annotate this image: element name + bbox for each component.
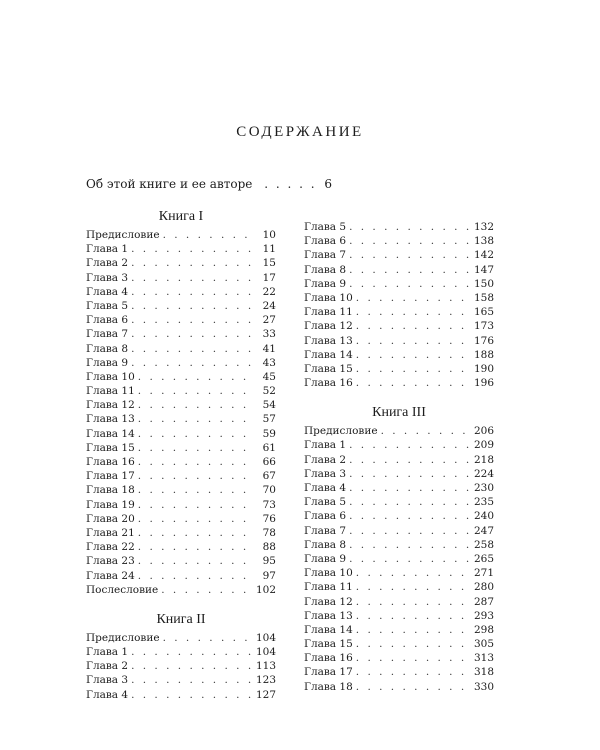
leader-dots [349,495,471,509]
book-1-entries [86,228,276,597]
toc-entry-page: 318 [473,666,494,679]
section-spacer [304,390,494,402]
toc-entry[interactable] [304,680,494,694]
toc-entry[interactable] [304,348,494,362]
book-2-entries-part-2 [304,220,494,390]
toc-entry-page: 24 [262,299,276,312]
toc-entry-label: Предисловие [86,229,160,241]
toc-entry[interactable] [86,313,276,327]
toc-entry[interactable] [304,220,494,234]
toc-entry[interactable] [86,427,276,441]
toc-entry-label: Глава 11 [304,306,353,319]
toc-entry[interactable] [86,659,276,673]
toc-entry-label: Глава 13 [304,334,353,347]
leader-dots [138,483,255,497]
toc-entry-page: 10 [262,229,276,241]
toc-entry-label: Глава 24 [86,569,135,582]
toc-entry-page: 173 [473,320,494,333]
leader-dots [138,498,255,512]
toc-entry[interactable] [86,441,276,455]
toc-entry-label: Послесловие [86,583,159,596]
leader-dots [131,256,255,270]
toc-entry-page: 113 [255,660,276,673]
toc-entry[interactable] [304,651,494,665]
toc-entry-label: Глава 18 [304,680,353,693]
toc-entry[interactable] [304,595,494,609]
toc-entry-label: Глава 1 [86,646,129,659]
toc-entry-label: Глава 10 [86,370,135,383]
toc-entry[interactable] [304,509,494,523]
toc-column-right [304,220,494,694]
toc-entry-label: Глава 9 [86,356,129,369]
leader-dots [349,234,471,248]
toc-entry-page: 45 [262,370,276,383]
book-2-entries-part-1 [86,631,276,702]
toc-entry-label: Глава 16 [304,652,353,665]
leader-dots [138,427,255,441]
leader-dots [131,242,255,256]
toc-entry-page: 67 [262,470,276,483]
toc-entry-label: Глава 4 [86,285,129,298]
toc-entry-page: 209 [473,439,494,452]
leader-dots [138,370,255,384]
leader-dots [163,228,255,242]
leader-dots [349,438,471,452]
toc-entry-label: Глава 2 [86,257,129,270]
toc-entry-label: Глава 11 [304,581,353,594]
leader-dots [131,285,255,299]
leader-dots [138,512,255,526]
leader-dots [356,291,471,305]
toc-entry-label: Глава 10 [304,567,353,580]
leader-dots [131,342,255,356]
toc-entry[interactable] [304,334,494,348]
toc-entry-page: 158 [473,291,494,304]
toc-entry-label: Глава 4 [86,688,129,701]
leader-dots [131,299,255,313]
leader-dots [356,595,471,609]
toc-entry-page: 97 [262,569,276,582]
toc-entry[interactable] [86,673,276,687]
toc-entry-label: Глава 3 [304,467,347,480]
leader-dots [138,441,255,455]
intro-page: 6 [324,177,332,191]
toc-entry-page: 265 [473,552,494,565]
leader-dots [349,453,471,467]
toc-entry[interactable] [86,285,276,299]
toc-entry-label: Глава 3 [86,271,129,284]
toc-entry-label: Глава 6 [86,314,129,327]
toc-entry-label: Глава 1 [86,243,129,256]
leader-dots [356,665,471,679]
toc-entry-page: 61 [262,441,276,454]
toc-entry-label: Глава 14 [304,623,353,636]
toc-entry-label: Глава 12 [86,399,135,412]
toc-entry-page: 54 [262,399,276,412]
toc-entry-page: 298 [473,623,494,636]
toc-entry[interactable] [304,277,494,291]
leader-dots [356,334,471,348]
leader-dots [356,376,471,390]
toc-entry-page: 11 [262,243,276,256]
toc-entry-page: 147 [473,263,494,276]
intro-dots: . . . . . [264,177,317,191]
toc-entry[interactable] [304,580,494,594]
toc-entry-label: Глава 5 [304,496,347,509]
leader-dots [138,569,255,583]
toc-entry[interactable] [304,665,494,679]
toc-entry[interactable] [304,362,494,376]
toc-entry[interactable] [304,623,494,637]
toc-entry-label: Глава 12 [304,320,353,333]
toc-entry-label: Глава 5 [304,221,347,233]
toc-entry-page: 142 [473,249,494,262]
toc-entry[interactable] [304,637,494,651]
toc-entry-page: 224 [473,467,494,480]
toc-entry-label: Глава 10 [304,291,353,304]
leader-dots [349,220,471,234]
leader-dots [356,348,471,362]
leader-dots [138,412,255,426]
toc-entry-page: 247 [473,524,494,537]
leader-dots [349,552,471,566]
toc-entry-label: Глава 15 [86,441,135,454]
toc-entry[interactable] [86,498,276,512]
toc-entry-label: Глава 3 [86,674,129,687]
leader-dots [138,455,255,469]
book-heading: Книга III [372,405,426,421]
leader-dots [349,524,471,538]
toc-entry-label: Глава 20 [86,512,135,525]
toc-entry-page: 104 [255,646,276,659]
leader-dots [349,248,471,262]
toc-entry-label: Глава 5 [86,299,129,312]
toc-entry-label: Глава 15 [304,362,353,375]
toc-entry[interactable] [86,228,276,242]
leader-dots [356,651,471,665]
leader-dots [356,637,471,651]
leader-dots [349,509,471,523]
toc-entry[interactable] [304,305,494,319]
toc-entry[interactable] [86,242,276,256]
toc-entry-label: Глава 6 [304,510,347,523]
toc-entry-page: 41 [262,342,276,355]
toc-entry-label: Глава 14 [304,348,353,361]
toc-entry[interactable] [86,569,276,583]
toc-entry-label: Глава 8 [86,342,129,355]
toc-entry[interactable] [86,554,276,568]
toc-entry-label: Глава 22 [86,541,135,554]
toc-entry-page: 287 [473,595,494,608]
toc-entry-page: 78 [262,526,276,539]
toc-entry-label: Предисловие [86,631,160,644]
toc-entry-page: 165 [473,306,494,319]
leader-dots [349,538,471,552]
toc-entry-label: Глава 12 [304,595,353,608]
toc-entry[interactable] [304,609,494,623]
toc-entry[interactable] [304,453,494,467]
toc-entry-page: 123 [255,674,276,687]
toc-entry-label: Глава 16 [304,377,353,390]
toc-entry-page: 66 [262,456,276,468]
leader-dots [356,680,471,694]
toc-entry[interactable] [86,271,276,285]
toc-entry-label: Предисловие [304,425,378,438]
leader-dots [131,356,255,370]
toc-entry[interactable] [304,467,494,481]
leader-dots [381,424,471,438]
toc-entry-page: 280 [473,581,494,594]
toc-entry-label: Глава 16 [86,456,135,468]
leader-dots [356,305,471,319]
toc-entry[interactable] [304,424,494,438]
toc-entry-label: Глава 17 [86,470,135,483]
toc-entry-label: Глава 17 [304,666,353,679]
toc-entry-page: 52 [262,385,276,398]
leader-dots [138,526,255,540]
toc-entry[interactable] [86,483,276,497]
toc-entry-label: Глава 8 [304,263,347,276]
leader-dots [349,263,471,277]
toc-entry-page: 240 [473,510,494,523]
toc-entry-label: Глава 7 [304,249,347,262]
toc-entry[interactable] [304,376,494,390]
toc-entry[interactable] [304,538,494,552]
toc-entry-label: Глава 2 [304,453,347,466]
toc-entry-label: Глава 7 [86,328,129,341]
toc-entry-page: 76 [262,512,276,525]
leader-dots [356,609,471,623]
toc-entry[interactable] [86,540,276,554]
leader-dots [161,583,253,597]
toc-entry-page: 258 [473,538,494,551]
toc-entry[interactable] [86,370,276,384]
toc-entry-page: 27 [262,314,276,327]
toc-entry-page: 305 [473,638,494,651]
toc-entry-page: 43 [262,356,276,369]
toc-entry-label: Глава 21 [86,526,135,539]
toc-entry-label: Глава 4 [304,482,347,494]
toc-entry-page: 127 [255,688,276,701]
toc-entry-label: Глава 18 [86,484,135,497]
toc-entry-page: 293 [473,609,494,622]
toc-entry-page: 73 [262,498,276,511]
toc-entry-page: 102 [255,583,276,596]
leader-dots [131,327,255,341]
toc-entry-label: Глава 9 [304,277,347,290]
toc-entry[interactable] [304,234,494,248]
toc-entry-label: Глава 11 [86,385,135,398]
toc-entry-label: Глава 23 [86,555,135,568]
leader-dots [356,623,471,637]
toc-entry-label: Глава 9 [304,552,347,565]
toc-entry-label: Глава 6 [304,235,347,248]
leader-dots [356,319,471,333]
toc-entry-page: 330 [473,680,494,693]
toc-entry[interactable] [304,291,494,305]
leader-dots [138,469,255,483]
toc-entry-page: 150 [473,277,494,290]
toc-entry-label: Глава 13 [304,609,353,622]
intro-entry[interactable] [86,177,332,191]
toc-entry[interactable] [86,455,276,469]
toc-entry-page: 271 [473,567,494,580]
leader-dots [356,566,471,580]
leader-dots [349,277,471,291]
toc-entry-label: Глава 14 [86,427,135,440]
toc-entry[interactable] [86,512,276,526]
toc-entry[interactable] [86,688,276,702]
toc-entry-label: Глава 13 [86,413,135,426]
leader-dots [349,481,471,495]
toc-entry[interactable] [304,438,494,452]
leader-dots [131,659,253,673]
toc-entry-page: 104 [255,631,276,644]
toc-entry[interactable] [86,645,276,659]
toc-entry-label: Глава 8 [304,538,347,551]
leader-dots [131,688,253,702]
toc-entry[interactable] [304,248,494,262]
toc-entry[interactable] [304,524,494,538]
toc-entry[interactable] [304,495,494,509]
page-title: СОДЕРЖАНИЕ [236,124,364,140]
toc-entry[interactable] [86,327,276,341]
leader-dots [356,580,471,594]
toc-entry-page: 206 [473,425,494,438]
toc-entry[interactable] [304,566,494,580]
leader-dots [131,645,253,659]
toc-entry[interactable] [304,263,494,277]
toc-entry[interactable] [304,552,494,566]
leader-dots [138,384,255,398]
toc-entry-label: Глава 1 [304,439,347,452]
toc-entry-page: 17 [262,271,276,284]
toc-entry-page: 190 [473,362,494,375]
toc-entry-page: 59 [262,427,276,440]
toc-entry-page: 235 [473,496,494,509]
toc-entry-label: Глава 2 [86,660,129,673]
leader-dots [349,467,471,481]
toc-entry-page: 95 [262,555,276,568]
toc-entry-page: 176 [473,334,494,347]
toc-entry-page: 22 [262,285,276,298]
toc-entry-page: 188 [473,348,494,361]
toc-entry[interactable] [86,299,276,313]
toc-entry-page: 33 [262,328,276,341]
toc-entry[interactable] [86,583,276,597]
toc-entry[interactable] [304,319,494,333]
section-spacer [86,597,276,609]
toc-entry-page: 57 [262,413,276,426]
toc-entry[interactable] [86,398,276,412]
leader-dots [138,398,255,412]
toc-entry-page: 132 [473,221,494,233]
leader-dots [138,554,255,568]
book-heading: Книга I [158,209,204,224]
toc-entry[interactable] [86,412,276,426]
toc-entry-page: 138 [473,235,494,248]
leader-dots [138,540,255,554]
toc-entry-page: 313 [473,652,494,665]
toc-entry-page: 15 [262,257,276,270]
toc-entry-page: 70 [262,484,276,497]
toc-entry-label: Глава 7 [304,524,347,537]
toc-entry[interactable] [86,356,276,370]
toc-entry-page: 230 [473,482,494,494]
leader-dots [131,271,255,285]
toc-entry[interactable] [86,256,276,270]
leader-dots [131,673,253,687]
toc-entry-page: 196 [473,377,494,390]
toc-entry-page: 88 [262,541,276,554]
toc-entry-label: Глава 19 [86,498,135,511]
toc-entry-page: 218 [473,453,494,466]
toc-entry[interactable] [86,342,276,356]
toc-entry[interactable] [304,481,494,495]
leader-dots [131,313,255,327]
toc-entry[interactable] [86,526,276,540]
toc-entry[interactable] [86,631,276,645]
book-heading: Книга II [156,611,206,627]
toc-entry[interactable] [86,469,276,483]
toc-column-left [86,206,276,702]
leader-dots [163,631,253,645]
toc-entry[interactable] [86,384,276,398]
intro-label: Об этой книге и ее авторе [86,177,253,191]
toc-entry-label: Глава 15 [304,638,353,651]
leader-dots [356,362,471,376]
book-3-entries [304,424,494,694]
